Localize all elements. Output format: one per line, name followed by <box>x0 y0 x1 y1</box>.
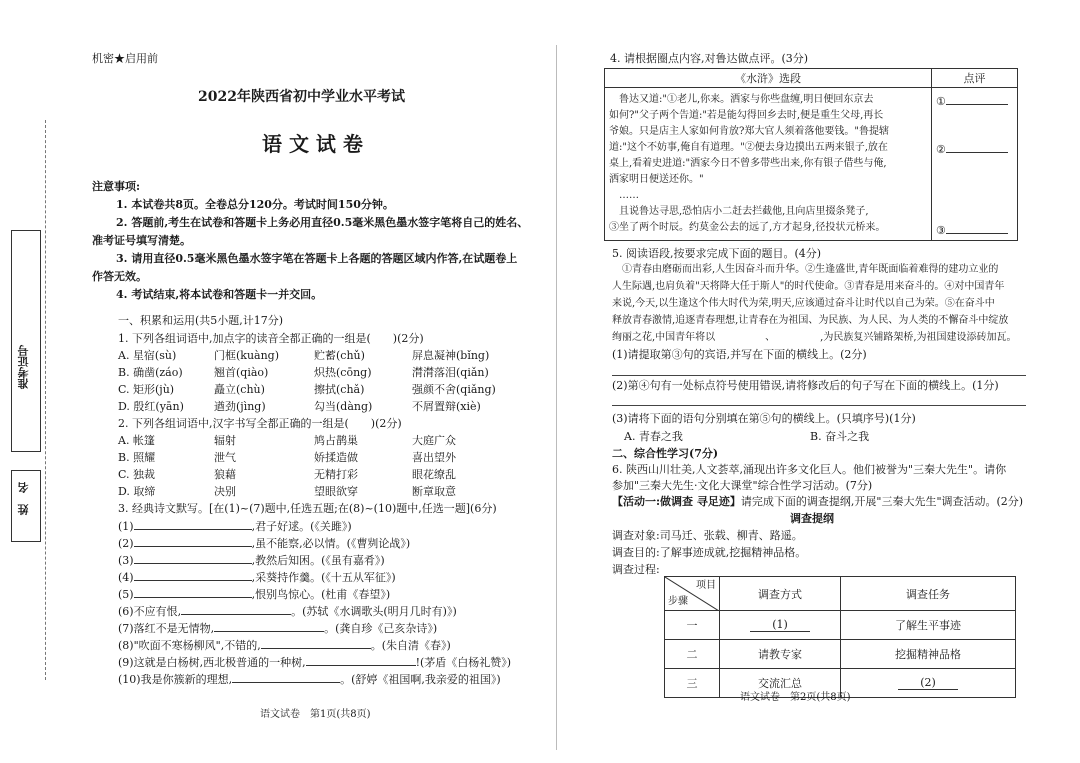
notice-4: 4. 考试结束,将本试卷和答题卡一并交回。 <box>116 288 323 301</box>
question-4: 4. 请根据圈点内容,对鲁达做点评。(3分) <box>610 52 809 65</box>
poem-item-9: (9)这就是白杨树,西北极普通的一种树, !(茅盾《白杨礼赞》) <box>118 653 511 671</box>
q5-sub-3: (3)请将下面的语句分别填在第⑤句的横线上。(只填序号)(1分) <box>612 412 916 425</box>
notice-3b: 作答无效。 <box>92 270 147 283</box>
poem-item-6: (6)不应有恨, 。(苏轼《水调歌头(明月几时有)》) <box>118 602 457 620</box>
notice-3: 3. 请用直径0.5毫米黑色墨水签字笔在答题卡上各题的答题区域内作答,在试题卷上 <box>116 252 518 265</box>
binding-line <box>45 120 46 680</box>
table-corner: 项目 步骤 <box>665 577 720 611</box>
outline-title: 调查提纲 <box>790 512 834 525</box>
name-label: 姓 名 <box>17 482 30 515</box>
q6-line-1: 6. 陕西山川壮美,人文荟萃,涌现出许多文化巨人。他们被誉为"三秦大先生"。请你 <box>612 463 1007 476</box>
excerpt-header: 《水浒》选段 <box>605 69 932 88</box>
answer-blank[interactable] <box>134 585 252 598</box>
header-method: 调查方式 <box>720 577 841 611</box>
answer-line-2[interactable] <box>612 405 1026 406</box>
poem-item-7: (7)落红不是无情物, 。(龚自珍《己亥杂诗》) <box>118 619 437 637</box>
excerpt-table <box>604 68 1018 241</box>
answer-blank[interactable] <box>214 619 324 632</box>
comment-2[interactable]: ② <box>936 140 1008 158</box>
activity-1: 【活动一:做调查 寻足迹】请完成下面的调查提纲,开展"三秦大先生"调查活动。(2分) <box>612 495 1024 508</box>
page-fold <box>556 45 557 750</box>
outline-subjects: 调查对象:司马迁、张载、柳青、路遥。 <box>612 529 803 542</box>
q5-option-a: A. 青春之我 <box>624 430 683 443</box>
q5-option-b: B. 奋斗之我 <box>810 430 870 443</box>
question-1: 1. 下列各组词语中,加点字的读音全都正确的一组是( )(2分) <box>118 332 424 345</box>
answer-blank[interactable] <box>134 568 252 581</box>
confidential-mark: 机密★启用前 <box>92 52 158 65</box>
q5-sub-2: (2)第④句有一处标点符号使用错误,请将修改后的句子写在下面的横线上。(1分) <box>612 379 999 392</box>
q5-para-1: ①青春由磨砺而出彩,人生因奋斗而升华。②生逢盛世,青年既面临着难得的建功立业的 <box>612 264 999 275</box>
exam-title: 2022年陕西省初中学业水平考试 <box>198 89 405 105</box>
poem-item-8: (8)"吹面不寒杨柳风",不错的, 。(朱自清《春》) <box>118 636 451 654</box>
survey-table <box>664 576 1016 698</box>
answer-line-1[interactable] <box>612 375 1026 376</box>
comment-header: 点评 <box>932 69 1018 88</box>
answer-blank[interactable] <box>232 670 340 683</box>
answer-blank[interactable] <box>134 534 252 547</box>
excerpt-passage: 鲁达又道:"①老儿,你来。洒家与你些盘缠,明日便回东京去 如何?"父子两个告道:"若是能勾得回乡去时,便是重生父母,再长 爷娘。只是店主人家如何肯放?郑大官人须着落他要钱。"鲁提辖 道:"这个不妨事,俺自有道理。"②便去身边摸出五两来银子,放在 桌上,看着史进道:"洒家今日不曾多带些出来,你有银子借些与俺, 洒家明日便送还你。" …… 且说鲁达寻思,恐怕店小二赶去拦截他,且向店里掇条凳子, ③坐了两个时辰。约莫金公去的远了,方才起身,径投状元桥来。 <box>605 88 932 241</box>
page-footer-1: 语文试卷 第1页(共8页) <box>260 709 371 720</box>
exam-number-box <box>11 230 41 452</box>
notice-1: 1. 本试卷共8页。全卷总分120分。考试时间150分钟。 <box>116 198 394 211</box>
section-2-heading: 二、综合性学习(7分) <box>612 447 719 460</box>
blank-2[interactable]: (2) <box>841 669 1016 698</box>
poem-item-3: (3) ,教然后知困。(《虽有嘉肴》) <box>118 551 385 569</box>
comment-column <box>932 88 1018 241</box>
q5-para-4: 释放青春激情,追逐青春理想,让青春在为祖国、为民族、为人民、为人类的不懈奋斗中绽放 <box>612 315 1009 326</box>
section-1-heading: 一、积累和运用(共5小题,计17分) <box>118 314 284 327</box>
poem-item-1: (1) ,君子好逑。(《关雎》) <box>118 517 352 535</box>
table-row: 一 (1) 了解生平事迹 <box>665 611 1016 640</box>
answer-blank[interactable] <box>181 602 291 615</box>
poem-item-10: (10)我是你簇新的理想, 。(舒婷《祖国啊,我亲爱的祖国》) <box>118 670 501 688</box>
outline-process: 调查过程: <box>612 563 660 576</box>
comment-3[interactable]: ③ <box>936 221 1008 239</box>
q5-sub-1: (1)请提取第③句的宾语,并写在下面的横线上。(2分) <box>612 348 867 361</box>
answer-blank[interactable] <box>261 636 371 649</box>
notice-2: 2. 答题前,考生在试卷和答题卡上务必用直径0.5毫米黑色墨水签字笔将自己的姓名、 <box>116 216 529 229</box>
table-row: 二 请教专家 挖掘精神品格 <box>665 640 1016 669</box>
blank-1[interactable]: (1) <box>720 611 841 640</box>
poem-item-4: (4) ,采葵持作羹。(《十五从军征》) <box>118 568 396 586</box>
q5-para-3: 来说,今天,以生逢这个伟大时代为荣,明天,应该通过奋斗让时代以自己为荣。⑤在奋斗中 <box>612 298 995 309</box>
notice-title: 注意事项: <box>92 180 141 193</box>
q6-line-2: 参加"三秦大先生·文化大课堂"综合性学习活动。(7分) <box>612 479 873 492</box>
table-row: 三 交流汇总 (2) <box>665 669 1016 698</box>
answer-blank[interactable] <box>134 517 252 530</box>
outline-purpose: 调查目的:了解事迹成就,挖掘精神品格。 <box>612 546 807 559</box>
paper-title: 语 文 试 卷 <box>262 132 363 156</box>
poem-item-5: (5) ,恨别鸟惊心。(杜甫《春望》) <box>118 585 390 603</box>
q5-para-2: 人生际遇,也肩负着"天将降大任于斯人"的时代使命。③青春是用来奋斗的。④对中国青年 <box>612 281 1005 292</box>
notice-2b: 准考证号填写清楚。 <box>92 234 191 247</box>
poem-item-2: (2) ,虽不能察,必以情。(《曹刿论战》) <box>118 534 410 552</box>
answer-blank[interactable] <box>306 653 416 666</box>
exam-number-label: 准考证号 <box>17 345 30 389</box>
question-3: 3. 经典诗文默写。[在(1)~(7)题中,任选五题;在(8)~(10)题中,任选一题](6分) <box>118 502 497 515</box>
header-task: 调查任务 <box>841 577 1016 611</box>
question-5: 5. 阅读语段,按要求完成下面的题目。(4分) <box>612 247 822 260</box>
answer-blank[interactable] <box>134 551 252 564</box>
question-2: 2. 下列各组词语中,汉字书写全都正确的一组是( )(2分) <box>118 417 402 430</box>
page-footer-2: 语文试卷 第2页(共8页) <box>740 692 851 703</box>
comment-1[interactable]: ① <box>936 92 1008 110</box>
q5-para-5: 绚丽之花,中国青年将以 、 ,为民族复兴铺路架桥,为祖国建设添砖加瓦。 <box>612 332 1017 343</box>
